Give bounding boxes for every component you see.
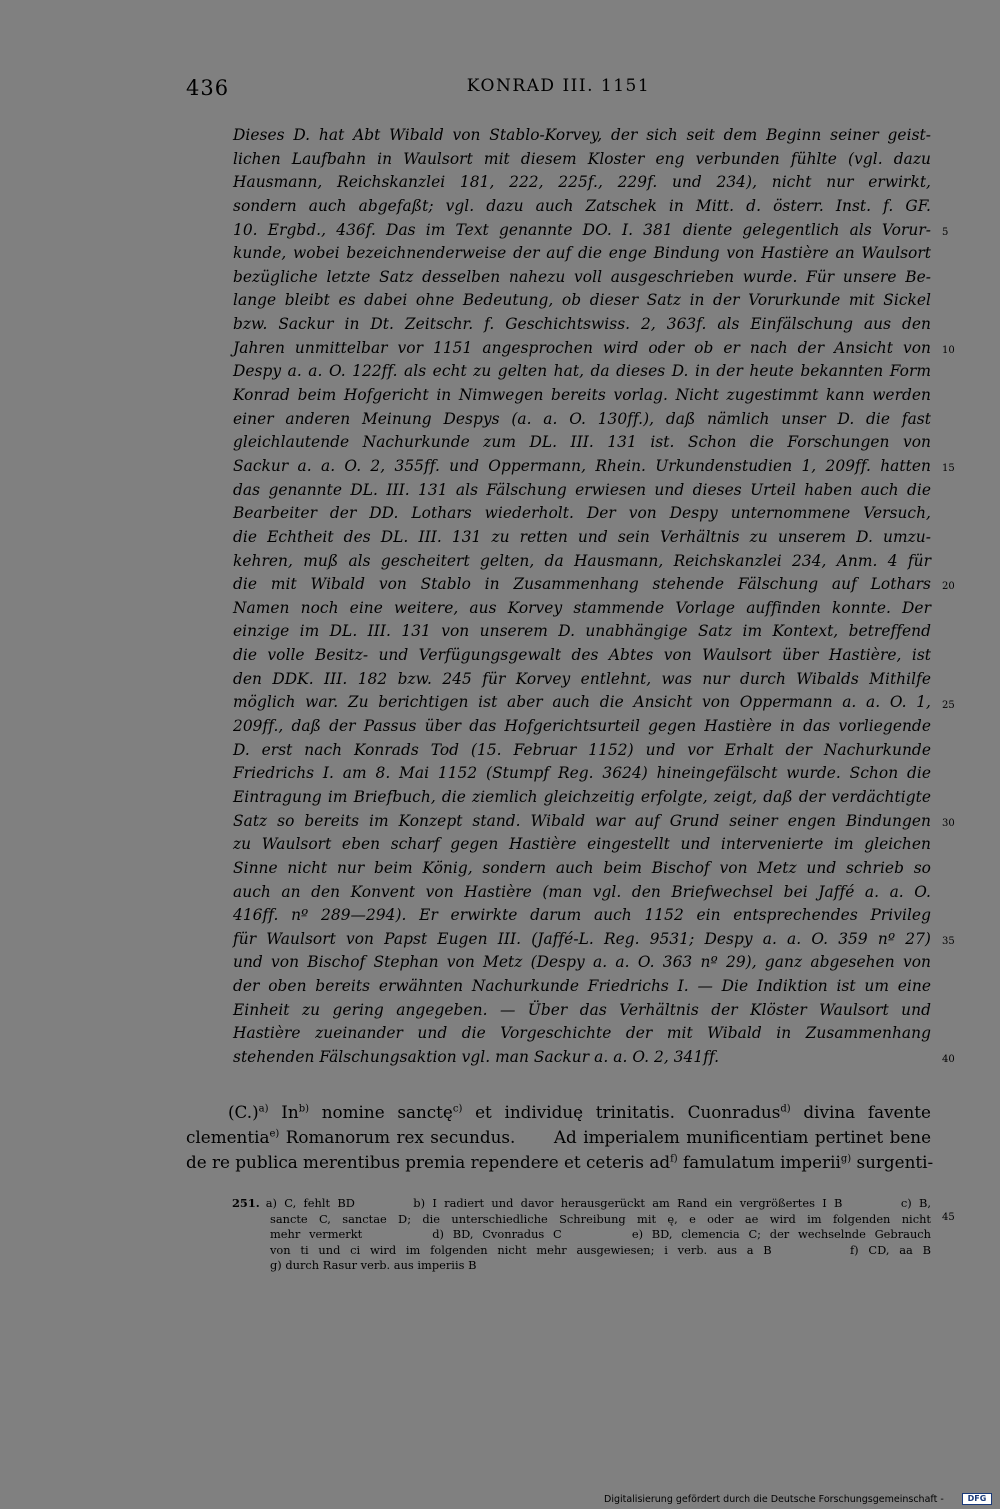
commentary-line: Despy a. a. O. 122ff. als echt zu gelten hat, da dieses D. in der heute bekannten Form bbox=[233, 362, 931, 381]
commentary-line: der oben bereits erwähnten Nachurkunde Friedrichs I. — Die Indiktion ist um eine bbox=[233, 977, 931, 996]
commentary-line: möglich war. Zu berichtigen ist aber auch die Ansicht von Oppermann a. a. O. 1, bbox=[233, 693, 931, 712]
commentary-line: den DDK. III. 182 bzw. 245 für Korvey entlehnt, was nur durch Wibalds Mithilfe bbox=[233, 669, 931, 688]
line-number: 20 bbox=[942, 581, 955, 593]
notes-line-number: 45 bbox=[942, 1212, 955, 1223]
line-number: 5 bbox=[942, 226, 949, 238]
commentary-line: Eintragung im Briefbuch, die ziemlich gleichzeitig erfolgte, zeigt, daß der verdächtigte bbox=[233, 787, 931, 806]
charter-number: 251. bbox=[232, 1196, 260, 1210]
charter-line-3: de re publica merentibus premia rependere et ceteris $ad^{f)}$ famulatum imperii$^{g)}$ surgenti- bbox=[186, 1151, 934, 1172]
commentary-line: Satz so bereits im Konzept stand. Wibald war auf Grund seiner engen Bindungen bbox=[233, 811, 931, 830]
commentary-line: einzige im DL. III. 131 von unserem D. unabhängige Satz im Kontext, betreffend bbox=[233, 622, 931, 641]
commentary-line: lange bleibt es dabei ohne Bedeutung, ob dieser Satz in der Vorurkunde mit Sickel bbox=[233, 291, 931, 310]
line-number: 35 bbox=[942, 936, 955, 948]
running-title: KONRAD III. 1151 bbox=[466, 76, 651, 96]
line-number: 30 bbox=[942, 817, 955, 829]
commentary-line: Konrad beim Hofgericht in Nimwegen bereits vorlag. Nicht zugestimmt kann werden bbox=[233, 386, 931, 405]
digitization-credit: Digitalisierung gefördert durch die Deutsche Forschungsgemeinschaft - bbox=[604, 1494, 944, 1505]
apparatus-line: mehr vermerkt d) BD, Cvonradus C e) BD, clemencia C; der wechselnde Gebrauch bbox=[270, 1227, 931, 1242]
commentary-line: zu Waulsort eben scharf gegen Hastière eingestellt und intervenierte im gleichen bbox=[233, 835, 931, 854]
commentary-line: Hastière zueinander und die Vorgeschichte der mit Wibald in Zusammenhang bbox=[233, 1024, 931, 1043]
line-number: 40 bbox=[942, 1054, 955, 1066]
commentary-line: kehren, muß als gescheitert gelten, da Hausmann, Reichskanzlei 234, Anm. 4 für bbox=[233, 551, 931, 570]
commentary-line: Bearbeiter der DD. Lothars wiederholt. Der von Despy unternommene Versuch, bbox=[233, 504, 931, 523]
commentary-line: kunde, wobei bezeichnenderweise der auf die enge Bindung von Hastière an Waulsort bbox=[233, 244, 931, 263]
page-header bbox=[186, 76, 931, 104]
commentary-line: einer anderen Meinung Despys (a. a. O. 130ff.), daß nämlich unser D. die fast bbox=[233, 409, 931, 428]
commentary-line: Friedrichs I. am 8. Mai 1152 (Stumpf Reg. 3624) hineingefälscht wurde. Schon die bbox=[233, 764, 931, 783]
critical-apparatus bbox=[232, 1196, 931, 1274]
charter-line-1: $(C.)^{a)}$ In$^{b)}$ nomine sanctę$^{c)}$ et individuę trinitatis. Cuonradus$^{d)}$ divina favente bbox=[228, 1102, 931, 1122]
page-number: 436 bbox=[186, 76, 230, 100]
commentary-line: Dieses D. hat Abt Wibald von Stablo-Korvey, der sich seit dem Beginn seiner geist- bbox=[233, 126, 931, 144]
apparatus-line: g) durch Rasur verb. aus imperiis B bbox=[270, 1258, 477, 1273]
commentary-line: gleichlautende Nachurkunde zum DL. III. 131 ist. Schon die Forschungen von bbox=[233, 433, 931, 452]
dfg-logo-icon: DFG bbox=[962, 1493, 992, 1505]
commentary-line: Sackur a. a. O. 2, 355ff. und Oppermann, Rhein. Urkundenstudien 1, 209ff. hatten bbox=[233, 456, 931, 475]
commentary-line: stehenden Fälschungsaktion vgl. man Sackur a. a. O. 2, 341ff. bbox=[233, 1047, 720, 1066]
commentary-line: Sinne nicht nur beim König, sondern auch beim Bischof von Metz und schrieb so bbox=[233, 858, 931, 877]
commentary-line: lichen Laufbahn in Waulsort mit diesem Kloster eng verbunden fühlte (vgl. dazu bbox=[233, 149, 931, 168]
line-number: 10 bbox=[942, 344, 955, 356]
commentary-line: die mit Wibald von Stablo in Zusammenhang stehende Fälschung auf Lothars bbox=[233, 575, 931, 594]
apparatus-line: von ti und ci wird im folgenden nicht mehr ausgewiesen; i verb. aus a B f) CD, aa B bbox=[270, 1242, 931, 1257]
commentary-line: auch an den Konvent von Hastière (man vgl. den Briefwechsel bei Jaffé a. a. O. bbox=[233, 882, 931, 901]
commentary-line: 10. Ergbd., 436f. Das im Text genannte DO. I. 381 diente gelegentlich als Vorur- bbox=[233, 220, 931, 239]
commentary-line: die Echtheit des DL. III. 131 zu retten und sein Verhältnis zu unserem D. umzu- bbox=[233, 527, 931, 546]
line-number: 25 bbox=[942, 699, 955, 711]
commentary-line: Einheit zu gering angegeben. — Über das Verhältnis der Klöster Waulsort und bbox=[233, 1000, 931, 1019]
commentary-line: Hausmann, Reichskanzlei 181, 222, 225f., 229f. und 234), nicht nur erwirkt, bbox=[233, 173, 931, 192]
commentary-line: 209ff., daß der Passus über das Hofgerichtsurteil gegen Hastière in das vorliegende bbox=[233, 717, 931, 736]
commentary-line: 416ff. nº 289—294). Er erwirkte darum auch 1152 ein entsprechendes Privileg bbox=[233, 906, 931, 925]
editorial-commentary bbox=[233, 124, 931, 1070]
commentary-line: bezügliche letzte Satz desselben nahezu voll ausgeschrieben wurde. Für unsere Be- bbox=[233, 267, 931, 286]
commentary-line: sondern auch abgefaßt; vgl. dazu auch Zatschek in Mitt. d. österr. Inst. f. GF. bbox=[233, 196, 931, 215]
commentary-line: D. erst nach Konrads Tod (15. Februar 1152) und vor Erhalt der Nachurkunde bbox=[233, 740, 931, 759]
charter-text bbox=[186, 1100, 934, 1174]
commentary-line: bzw. Sackur in Dt. Zeitschr. f. Geschichtswiss. 2, 363f. als Einfälschung aus den bbox=[233, 315, 931, 334]
charter-line-2: clementia$^{e)}$ Romanorum rex secundus. Ad imperialem munificentiam pertinet bene bbox=[186, 1126, 931, 1147]
line-number: 15 bbox=[942, 463, 955, 475]
commentary-line: die volle Besitz- und Verfügungsgewalt des Abtes von Waulsort über Hastière, ist bbox=[233, 646, 931, 665]
commentary-line: das genannte DL. III. 131 als Fälschung erwiesen und dieses Urteil haben auch die bbox=[233, 480, 931, 499]
commentary-line: für Waulsort von Papst Eugen III. (Jaffé-L. Reg. 9531; Despy a. a. O. 359 nº 27) bbox=[233, 929, 931, 948]
apparatus-line: 251. a) C, fehlt BD b) I radiert und davor herausgerückt am Rand ein vergrößertes I B c) B, bbox=[232, 1196, 931, 1210]
apparatus-line: sancte C, sanctae D; die unterschiedliche Schreibung mit ę, e oder ae wird im folgenden nicht bbox=[270, 1211, 931, 1226]
commentary-line: Namen noch eine weitere, aus Korvey stammende Vorlage auffinden konnte. Der bbox=[233, 598, 931, 617]
commentary-line: Jahren unmittelbar vor 1151 angesprochen wird oder ob er nach der Ansicht von bbox=[233, 338, 931, 357]
commentary-line: und von Bischof Stephan von Metz (Despy a. a. O. 363 nº 29), ganz abgesehen von bbox=[233, 953, 931, 972]
